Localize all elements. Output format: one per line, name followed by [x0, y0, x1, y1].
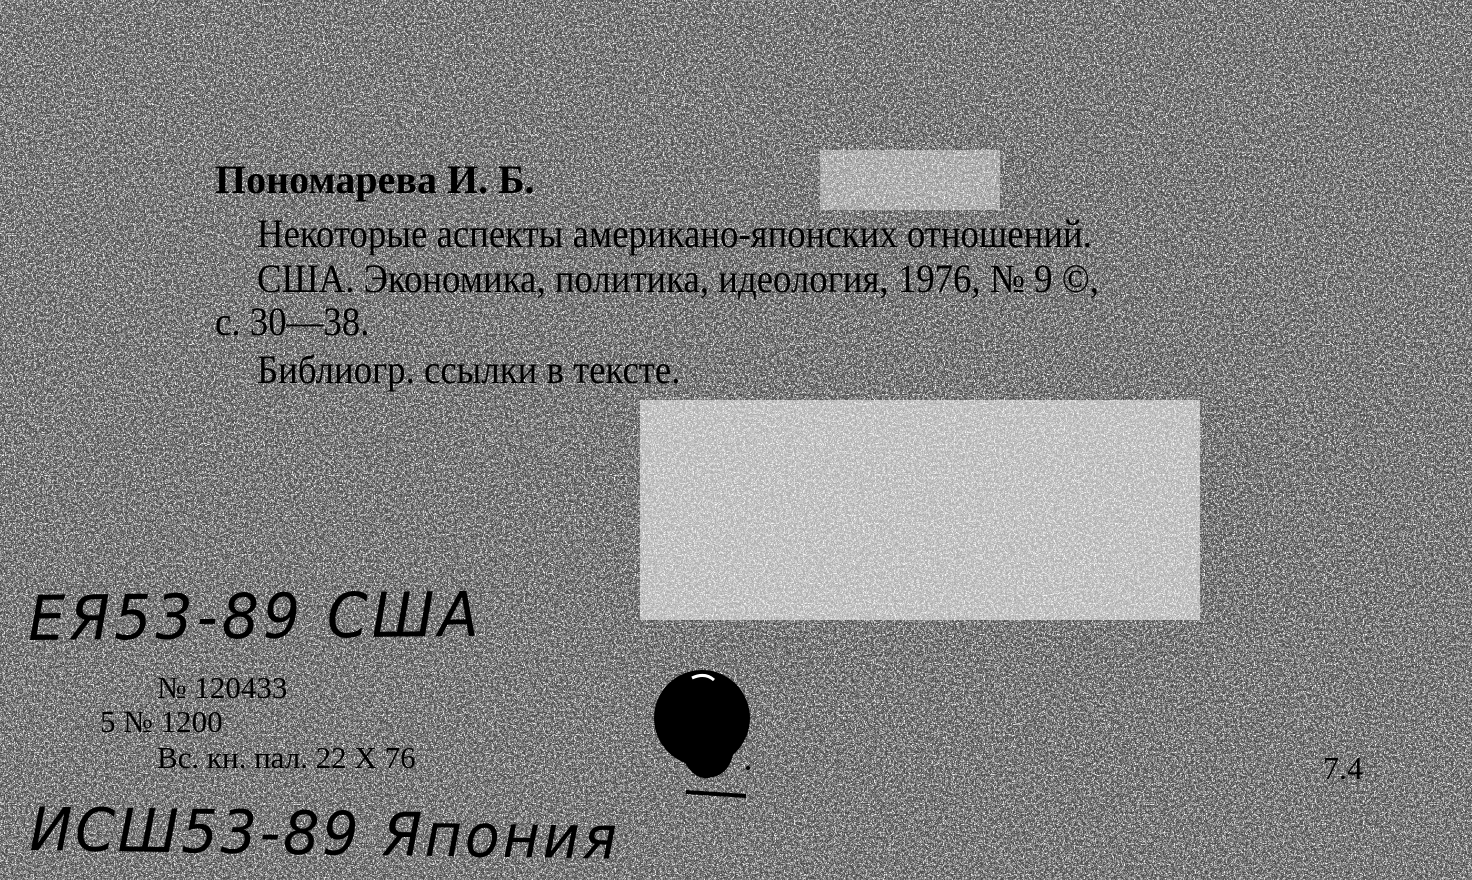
source-comma: ,: [1089, 256, 1099, 301]
title-line: Некоторые аспекты американо-японских отношений.: [257, 211, 1092, 256]
source-line: [257, 256, 1099, 301]
handwritten-shelfmark-top: ЕЯ53-89 США: [27, 577, 483, 655]
print-run-number: 5 № 1200: [100, 704, 223, 739]
author-heading: Пономарева И. Б.: [215, 157, 535, 202]
handwritten-shelfmark-bottom: ИСШ53-89 Япония: [29, 795, 621, 874]
punch-hole: [650, 668, 760, 800]
copyright-mark: ©: [1061, 256, 1090, 301]
source-text: США. Экономика, политика, идеология, 1976, № 9: [257, 256, 1062, 301]
bibliography-note: Библиогр. ссылки в тексте.: [257, 347, 681, 392]
inventory-number: № 120433: [157, 670, 288, 705]
print-spec: Вс. кн. пал. 22 X 76: [157, 740, 416, 775]
corner-number: 7.4: [1323, 750, 1363, 786]
pages-line: с. 30—38.: [215, 299, 370, 344]
